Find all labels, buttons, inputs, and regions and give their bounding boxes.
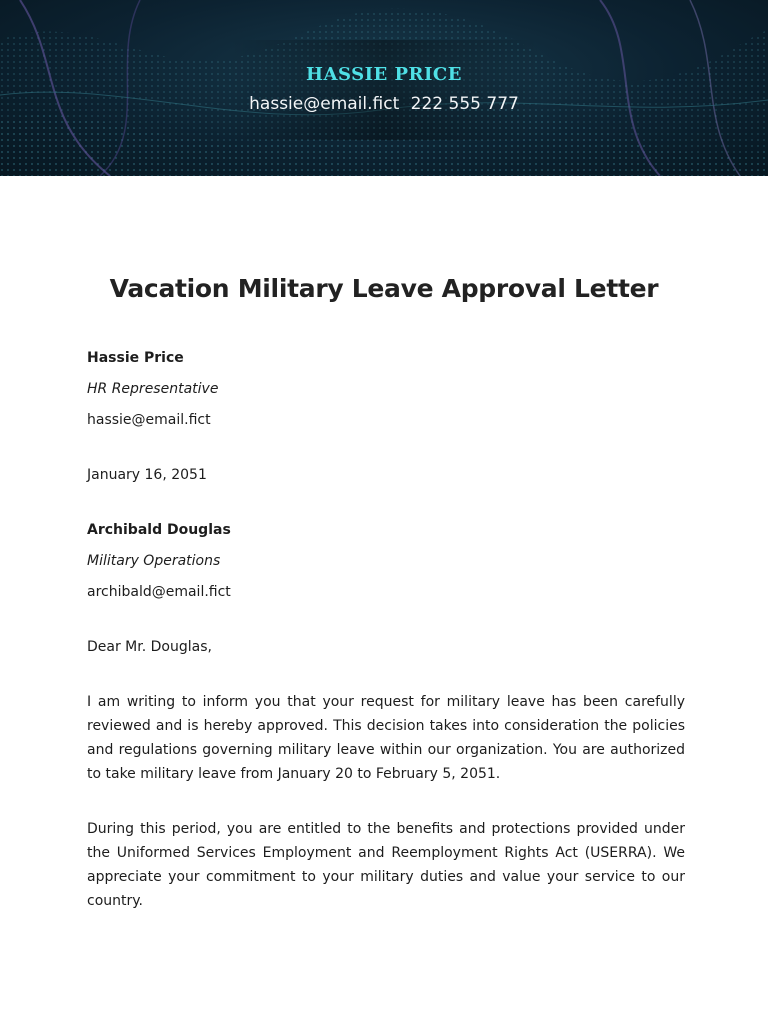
spacer [87, 439, 685, 463]
letter-date: January 16, 2051 [87, 467, 207, 483]
header-name: HASSIE PRICE [306, 64, 462, 85]
sender-name: Hassie Price [87, 350, 184, 366]
header-contact [0, 94, 768, 114]
letter-title: Vacation Military Leave Approval Letter [109, 274, 659, 303]
letter-body [87, 346, 685, 944]
header-banner [0, 0, 768, 176]
salutation: Dear Mr. Douglas, [87, 639, 212, 655]
paragraph-approval: I am writing to inform you that your request for military leave has been carefully reviewed and is hereby approved. This decision takes into consideration the policies and regulations governing military leave within our organization. You are authorized to take military leave from January 20 to February 5, 2051. [87, 694, 685, 782]
wave-background [0, 0, 768, 176]
header-phone: 222 555 777 [410, 94, 519, 114]
spacer [87, 494, 685, 518]
recipient-name: Archibald Douglas [87, 522, 231, 538]
paragraph-benefits: During this period, you are entitled to the benefits and protections provided under the Uniformed Services Employment and Reemployment Rights Act (USERRA). We appreciate your commitment to your military duties and value your service to our country. [87, 821, 685, 909]
sender-role: HR Representative [87, 381, 219, 397]
header-email: hassie@email.fict [249, 94, 400, 114]
spacer [87, 611, 685, 635]
recipient-email: archibald@email.fict [87, 584, 231, 600]
sender-email: hassie@email.fict [87, 412, 211, 428]
spacer [87, 666, 685, 690]
recipient-department: Military Operations [87, 553, 221, 569]
